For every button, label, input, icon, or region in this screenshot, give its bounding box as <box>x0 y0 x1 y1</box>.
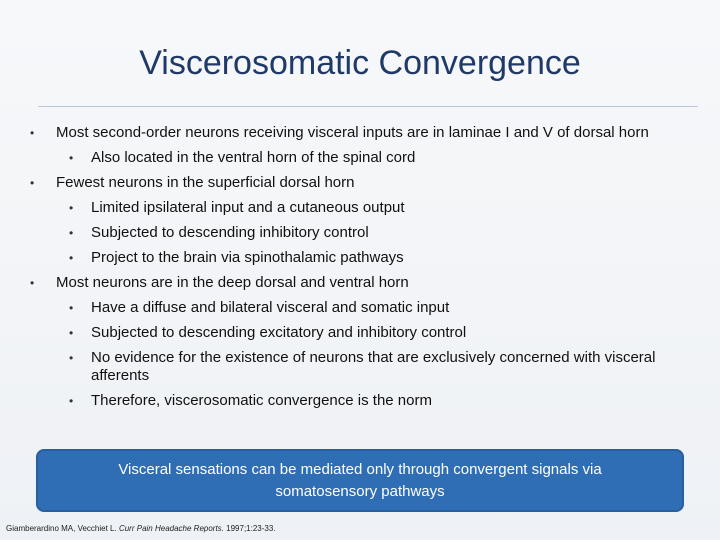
bullet-dot-icon: • <box>69 226 74 240</box>
bullet-item <box>30 274 690 292</box>
sub-bullet-item <box>30 199 690 217</box>
bullet-list <box>30 124 690 417</box>
bullet-text: Fewest neurons in the superficial dorsal horn <box>56 174 355 191</box>
bullet-text: Limited ipsilateral input and a cutaneous output <box>91 199 405 216</box>
callout-text: Visceral sensations can be mediated only through convergent signals via somatosensory pathways <box>118 460 602 500</box>
title-divider <box>38 106 698 107</box>
bullet-dot-icon: • <box>69 351 74 365</box>
bullet-dot-icon: • <box>69 326 74 340</box>
bullet-text: Most second-order neurons receiving visceral inputs are in laminae I and V of dorsal horn <box>56 124 649 141</box>
sub-bullet-item <box>30 349 690 385</box>
bullet-dot-icon: • <box>30 176 35 190</box>
callout-box <box>36 449 684 512</box>
bullet-dot-icon: • <box>69 251 74 265</box>
bullet-dot-icon: • <box>69 151 74 165</box>
citation-journal: Curr Pain Headache Reports. <box>118 524 224 533</box>
bullet-text: Have a diffuse and bilateral visceral and somatic input <box>91 299 450 316</box>
bullet-item <box>30 124 690 142</box>
bullet-item <box>30 174 690 192</box>
bullet-text: Subjected to descending excitatory and inhibitory control <box>91 324 467 341</box>
citation <box>6 524 276 533</box>
bullet-text: Most neurons are in the deep dorsal and ventral horn <box>56 274 409 291</box>
sub-bullet-item <box>30 224 690 242</box>
bullet-text: Subjected to descending inhibitory control <box>91 224 369 241</box>
bullet-text: No evidence for the existence of neurons that are exclusively concerned with visceral afferents <box>91 349 656 384</box>
bullet-dot-icon: • <box>30 276 35 290</box>
citation-details: 1997;1:23-33. <box>226 524 276 533</box>
bullet-text: Therefore, viscerosomatic convergence is the norm <box>91 392 432 409</box>
sub-bullet-item <box>30 149 690 167</box>
sub-bullet-item <box>30 392 690 410</box>
bullet-dot-icon: • <box>69 394 74 408</box>
bullet-dot-icon: • <box>30 126 35 140</box>
citation-authors: Giamberardino MA, Vecchiet L. <box>6 524 117 533</box>
slide-title: Viscerosomatic Convergence <box>139 44 581 82</box>
bullet-text: Project to the brain via spinothalamic pathways <box>91 249 404 266</box>
sub-bullet-item <box>30 249 690 267</box>
sub-bullet-item <box>30 299 690 317</box>
sub-bullet-item <box>30 324 690 342</box>
bullet-dot-icon: • <box>69 201 74 215</box>
bullet-text: Also located in the ventral horn of the spinal cord <box>91 149 416 166</box>
bullet-dot-icon: • <box>69 301 74 315</box>
